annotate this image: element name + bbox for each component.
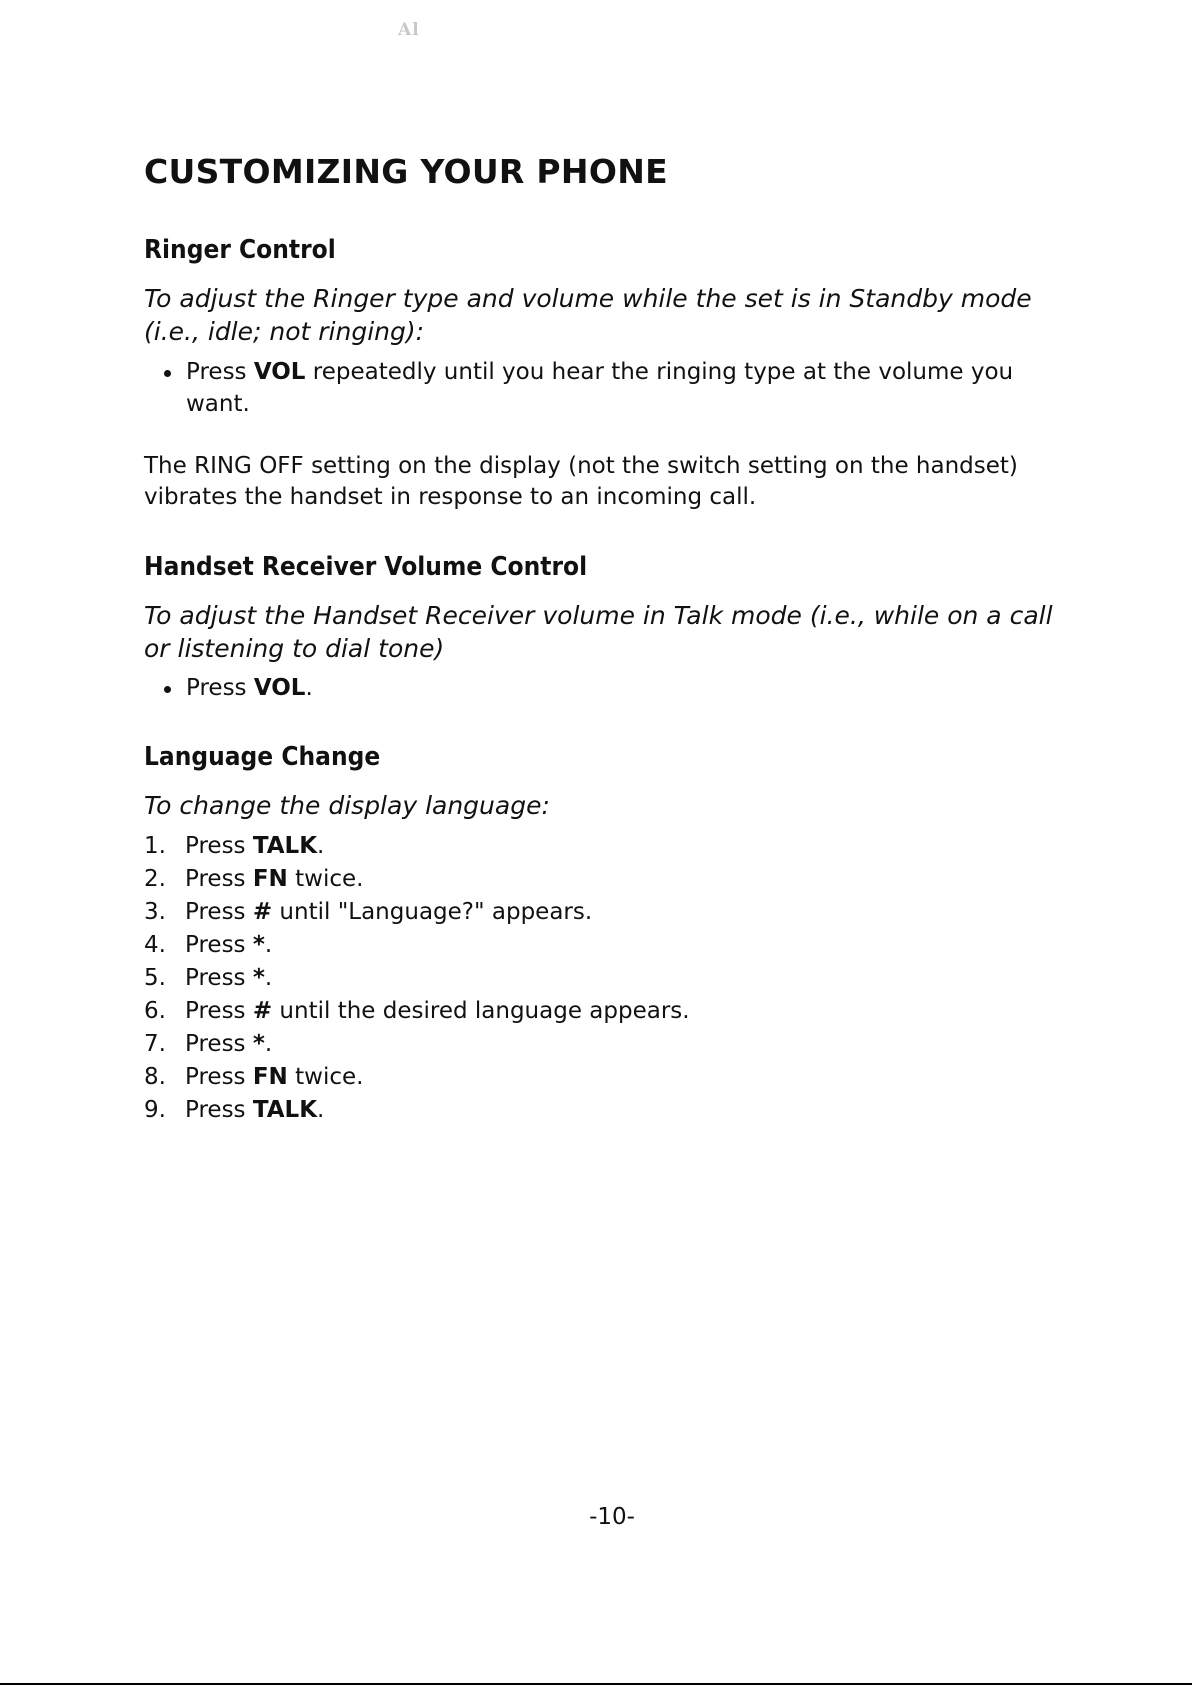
list-item [144,863,1084,896]
step-text: . [317,1097,325,1123]
key-label: * [252,932,265,958]
step-text: repeatedly until you hear the ringing type at the volume you want. [186,359,1014,417]
list-item [144,1061,1084,1094]
step-number: 3. [144,899,166,925]
key-label: FN [252,866,288,892]
list-item [144,356,1084,420]
ringer-control-heading: Ringer Control [144,235,336,265]
ring-off-note: The RING OFF setting on the display (not the switch setting on the handset) vibrates the handset in response to an incoming call. [144,453,1018,510]
list-item [144,1094,1084,1127]
list-item [144,1028,1084,1061]
key-label: # [252,998,273,1024]
key-label: VOL [253,359,306,385]
step-text: until "Language?" appears. [272,899,593,925]
step-number: 6. [144,998,166,1024]
receiver-volume-heading: Handset Receiver Volume Control [144,552,588,582]
bullet-dot-icon [164,686,171,693]
page-content [144,152,1084,1127]
step-text: Press [185,899,253,925]
step-text: Press [186,359,254,385]
list-item [144,929,1084,962]
list-item [144,962,1084,995]
step-text: until the desired language appears. [272,998,690,1024]
step-text: Press [186,675,254,701]
step-number: 9. [144,1097,166,1123]
key-label: TALK [252,1097,318,1123]
bullet-dot-icon [164,370,171,377]
step-text: Press [185,1097,253,1123]
receiver-volume-bullets [144,672,1084,704]
key-label: * [252,965,265,991]
step-text: Press [185,866,253,892]
step-text: Press [185,833,253,859]
step-text: . [317,833,325,859]
step-number: 7. [144,1031,166,1057]
step-number: 4. [144,932,166,958]
language-change-steps [144,830,1084,1127]
language-change-intro: To change the display language: [144,791,550,820]
step-number: 5. [144,965,166,991]
receiver-volume-section [144,551,1084,704]
step-text: Press [185,932,253,958]
page-number: -10- [589,1504,635,1530]
step-text: . [264,965,273,991]
key-label: # [252,899,273,925]
language-change-section [144,741,1084,1127]
list-item [144,896,1084,929]
step-text: . [305,675,313,701]
list-item [144,672,1084,704]
ringer-control-section [144,234,1084,513]
list-item [144,830,1084,863]
receiver-volume-intro: To adjust the Handset Receiver volume in Talk mode (i.e., while on a call or listening to dial tone) [144,601,1053,663]
step-text: . [264,1031,273,1057]
step-text: Press [185,1064,253,1090]
list-item [144,995,1084,1028]
step-number: 1. [144,833,166,859]
ringer-control-intro: To adjust the Ringer type and volume while the set is in Standby mode (i.e., idle; not ringing): [144,284,1032,346]
step-number: 8. [144,1064,166,1090]
step-text: . [264,932,273,958]
step-text: Press [185,965,253,991]
ringer-control-bullets [144,356,1084,420]
header-mark: Al [398,20,420,40]
language-change-heading: Language Change [144,742,381,772]
key-label: FN [252,1064,288,1090]
step-text: twice. [287,1064,364,1090]
page-title: CUSTOMIZING YOUR PHONE [144,152,668,191]
key-label: TALK [252,833,318,859]
step-text: Press [185,1031,253,1057]
step-text: twice. [287,866,364,892]
step-number: 2. [144,866,166,892]
step-text: Press [185,998,253,1024]
key-label: VOL [253,675,306,701]
key-label: * [252,1031,265,1057]
